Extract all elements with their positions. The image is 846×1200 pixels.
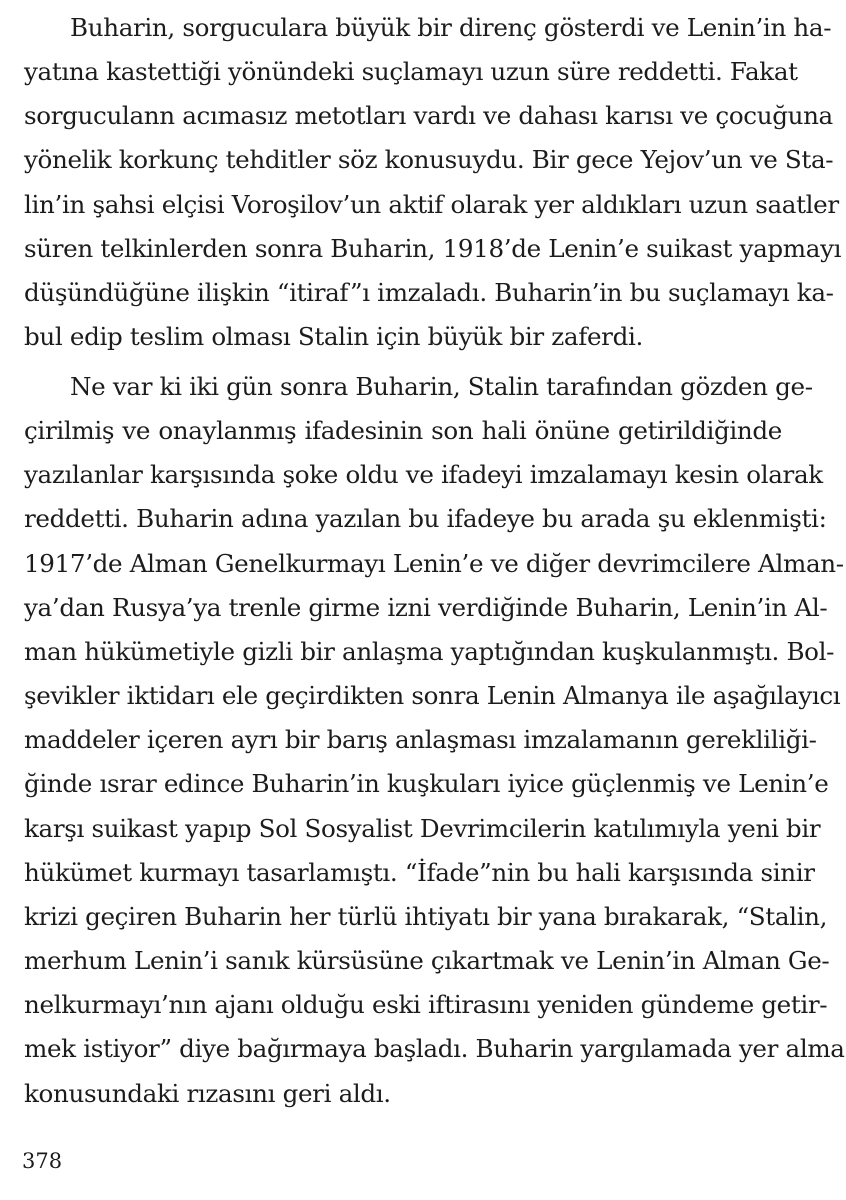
paragraph-line: reddetti. Buharin adına yazılan bu ifadeye bu arada şu eklenmişti: xyxy=(24,504,827,534)
paragraph-line: çirilmiş ve onaylanmış ifadesinin son hali önüne getirildiğinde xyxy=(24,416,782,446)
paragraph-line: yönelik korkunç tehditler söz konusuydu. Bir gece Yejov’un ve Sta- xyxy=(24,145,834,175)
paragraph-line: Buharin, sorguculara büyük bir direnç gösterdi ve Lenin’in ha- xyxy=(70,13,832,42)
paragraph-line: düşündüğüne ilişkin “itiraf”ı imzaladı. Buharin’in bu suçlamayı ka- xyxy=(24,277,834,307)
paragraph-line: merhum Lenin’i sanık kürsüsüne çıkartmak ve Lenin’in Alman Ge- xyxy=(24,946,830,976)
paragraph-line: mek istiyor” diye bağırmaya başladı. Buharin yargılamada yer alma xyxy=(24,1034,845,1064)
paragraph-line: nelkurmayı’nın ajanı olduğu eski iftirasını yeniden gündeme getir- xyxy=(24,990,828,1020)
paragraph-line: karşı suikast yapıp Sol Sosyalist Devrimcilerin katılımıyla yeni bir xyxy=(24,813,821,843)
paragraph-line: hükümet kurmayı tasarlamıştı. “İfade”nin bu hali karşısında sinir xyxy=(24,857,815,887)
paragraph-line: krizi geçiren Buharin her türlü ihtiyatı bir yana bırakarak, “Stalin, xyxy=(24,901,828,931)
page-number: 378 xyxy=(22,1149,63,1173)
paragraph-line: konusundaki rızasını geri aldı. xyxy=(24,1078,391,1108)
paragraph-line: bul edip teslim olması Stalin için büyük bir zaferdi. xyxy=(24,322,643,352)
paragraph-line: şevikler iktidarı ele geçirdikten sonra Lenin Almanya ile aşağılayıcı xyxy=(24,681,841,711)
paragraph-1 xyxy=(24,6,842,359)
paragraph-line: süren telkinlerden sonra Buharin, 1918’de Lenin’e suikast yapmayı xyxy=(24,233,842,263)
paragraph-line: ğinde ısrar edince Buharin’in kuşkuları iyice güçlenmiş ve Lenin’e xyxy=(24,769,829,799)
paragraph-line: sorguculann acımasız metotları vardı ve dahası karısı ve çocuğuna xyxy=(24,101,833,131)
paragraph-line: man hükümetiyle gizli bir anlaşma yaptığından kuşkulanmıştı. Bol- xyxy=(24,636,835,666)
paragraph-2 xyxy=(24,365,845,1116)
paragraph-line: 1917’de Alman Genelkurmayı Lenin’e ve diğer devrimcilere Alman- xyxy=(24,548,844,578)
paragraph-line: Ne var ki iki gün sonra Buharin, Stalin tarafından gözden ge- xyxy=(70,372,813,401)
paragraph-line: lin’in şahsi elçisi Voroşilov’un aktif olarak yer aldıkları uzun saatler xyxy=(24,189,839,219)
paragraph-line: maddeler içeren ayrı bir barış anlaşması imzalamanın gerekliliği- xyxy=(24,725,817,755)
paragraph-line: yatına kastettiği yönündeki suçlamayı uzun süre reddetti. Fakat xyxy=(24,57,798,87)
paragraph-line: ya’dan Rusya’ya trenle girme izni verdiğinde Buharin, Lenin’in Al- xyxy=(24,592,828,622)
paragraph-line: yazılanlar karşısında şoke oldu ve ifadeyi imzalamayı kesin olarak xyxy=(24,460,823,490)
